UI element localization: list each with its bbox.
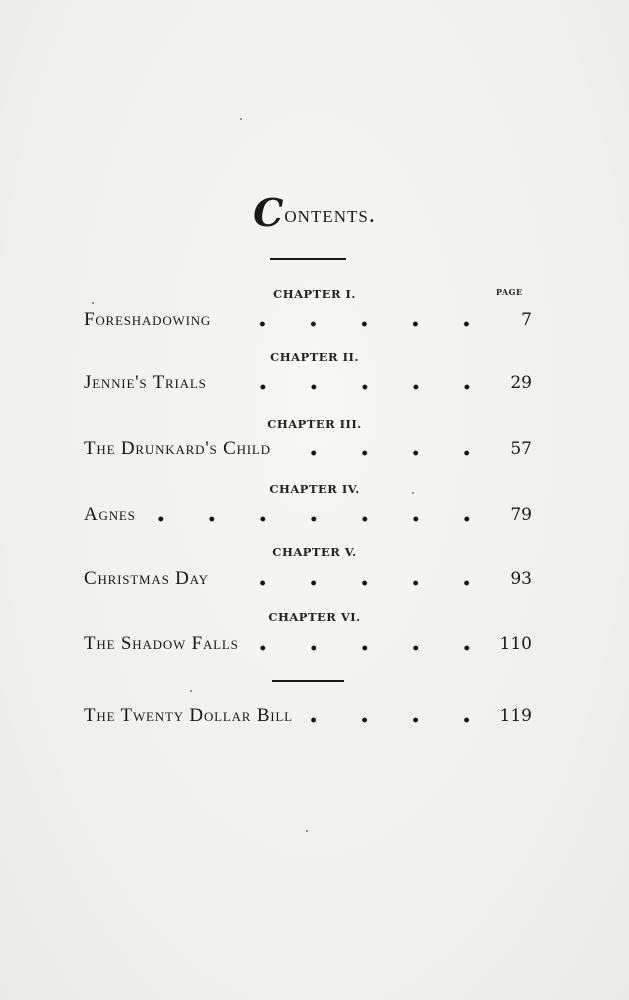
- entry-page-number: 110: [499, 634, 532, 654]
- entry-title: Jennie's Trials: [84, 372, 207, 393]
- heading-rest: ontents.: [284, 202, 376, 228]
- dot-leader: [279, 450, 492, 456]
- toc-entry[interactable]: [84, 504, 532, 530]
- entry-title: Christmas Day: [84, 568, 209, 589]
- chapter-label: CHAPTER VI.: [268, 610, 361, 624]
- paper-speck: [306, 830, 308, 832]
- paper-speck: [190, 690, 192, 692]
- chapter-label: CHAPTER II.: [270, 350, 359, 364]
- chapter-label: CHAPTER V.: [272, 545, 357, 559]
- toc-entry[interactable]: [84, 372, 532, 398]
- dot-leader: [144, 516, 492, 522]
- entry-title: The Twenty Dollar Bill: [84, 705, 293, 726]
- bottom-divider: [272, 680, 344, 682]
- entry-title: Foreshadowing: [84, 309, 212, 330]
- chapter-label: CHAPTER I.: [273, 287, 356, 301]
- toc-entry[interactable]: [84, 705, 532, 731]
- toc-entry[interactable]: [84, 568, 532, 594]
- entry-page-number: 119: [499, 706, 532, 726]
- dot-leader: [247, 645, 492, 651]
- heading-initial: C: [253, 190, 285, 235]
- dot-leader: [301, 717, 492, 723]
- entry-page-number: 93: [510, 569, 532, 589]
- entry-title: The Drunkard's Child: [84, 438, 271, 459]
- toc-entry[interactable]: [84, 309, 532, 335]
- toc-entry[interactable]: [84, 438, 532, 464]
- dot-leader: [217, 580, 492, 586]
- dot-leader: [215, 384, 492, 390]
- chapter-label: CHAPTER III.: [267, 417, 362, 431]
- dot-leader: [219, 321, 492, 327]
- contents-heading: [0, 190, 629, 235]
- entry-title: Agnes: [84, 504, 136, 525]
- entry-page-number: 57: [510, 439, 532, 459]
- paper-speck: [92, 302, 94, 304]
- paper-speck: [412, 492, 414, 494]
- entry-page-number: 7: [521, 310, 532, 330]
- page-column-label: PAGE: [496, 287, 523, 297]
- entry-title: The Shadow Falls: [84, 633, 239, 654]
- chapter-label: CHAPTER IV.: [269, 482, 360, 496]
- top-divider: [270, 258, 346, 260]
- paper-speck: [240, 118, 242, 120]
- entry-page-number: 29: [510, 373, 532, 393]
- entry-page-number: 79: [510, 505, 532, 525]
- toc-entry[interactable]: [84, 633, 532, 659]
